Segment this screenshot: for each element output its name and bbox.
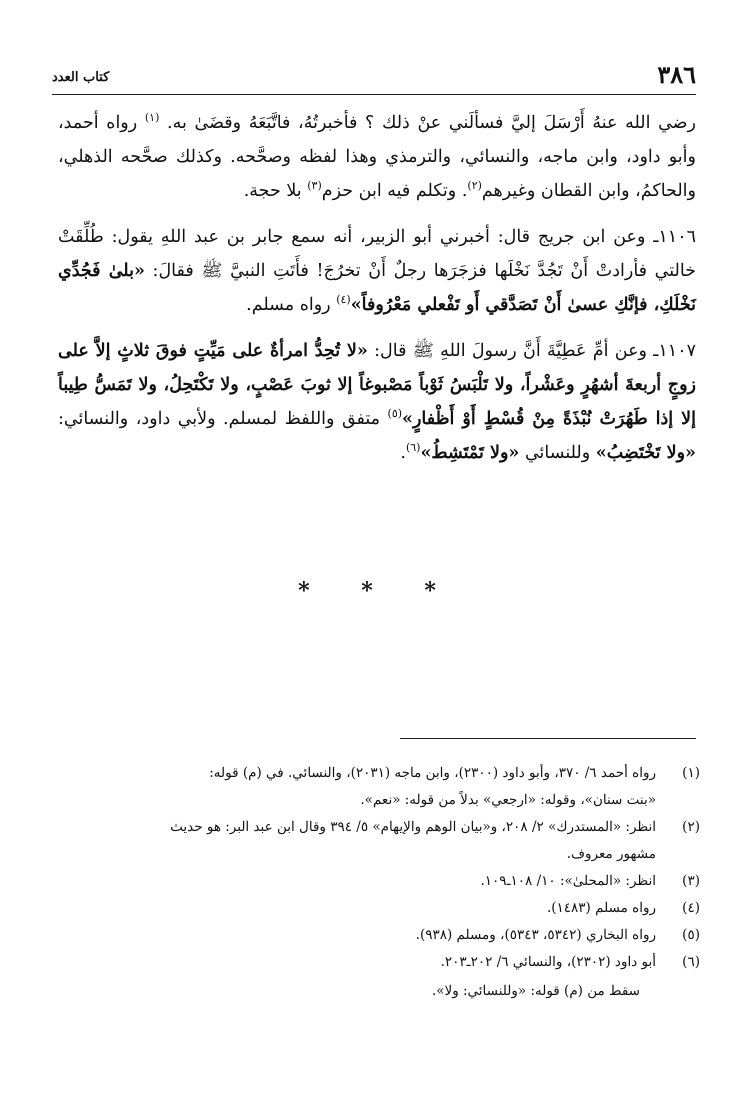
footnote-divider xyxy=(400,738,696,739)
footnote-ref[interactable]: (٣) xyxy=(307,179,322,193)
footnote-number: (٣) xyxy=(682,873,700,889)
footnote-ref[interactable]: (٢) xyxy=(467,179,482,193)
hadith-quote: «ولا تَمْتَشِطُ» xyxy=(420,443,520,463)
footnotes xyxy=(58,760,700,1005)
footnote-continuation: مشهور معروف. xyxy=(566,846,656,862)
footnote-number: (٢) xyxy=(682,819,700,835)
page-number: ٣٨٦ xyxy=(657,60,696,89)
footnote-item xyxy=(58,949,700,976)
footnote-text: رواه أحمد ٦/ ٣٧٠، وأبو داود (٢٣٠٠)، وابن ماجه (٢٠٣١)، والنسائي. في (م) قوله: xyxy=(209,765,656,781)
footnote-ref[interactable]: (٥) xyxy=(387,407,403,421)
text-span: رضي الله عنهُ أَرْسَلَ إليَّ فسألَني عنْ ذلك ؟ فأخبرتُهُ، فاتَّبَعَهُ وقضَىٰ به. xyxy=(167,113,696,133)
text-span: رواه أحمد، وأبو داود، وابن ماجه، والنسائي، والترمذي وهذا لفظه وصحَّحه. وكذلك صحَّحه الذهلي، والحاكمُ، وابن القطان وغيرهم xyxy=(58,113,696,201)
text-span: . xyxy=(400,443,406,463)
hadith-quote: «لا تُحِدُّ امرأةٌ على مَيِّتٍ فوقَ ثلاثٍ إلاَّ على زوجٍ أربعةَ أشهُرٍ وعَشْراً، ولا تَلْبَسُ ثَوْباً مَصْبوغاً إلا ثوبَ عَصْبٍ، ولا تَكْتَحِلُ، ولا تَمَسُّ طِيباً إلا إذا طَهُرَتْ نُبْذَةً مِنْ قُسْطٍ أَوْ أَظْفارٍ» xyxy=(58,341,696,429)
running-title: كتاب العدد xyxy=(52,70,110,85)
footnote-number: (١) xyxy=(682,765,700,781)
footnote-ref[interactable]: (١) xyxy=(144,111,160,125)
footnote-number: (٦) xyxy=(682,954,700,970)
text-span: وللنسائي xyxy=(524,443,591,463)
footnote-text: انظر: «المستدرك» ٢/ ٢٠٨، و«بيان الوهم والإيهام» ٥/ ٣٩٤ وقال ابن عبد البر: هو حديث xyxy=(170,819,656,835)
hadith-quote: «ولا تَخْتَضِبُ» xyxy=(595,443,696,463)
text-span: ١١٠٧ـ وعن أمِّ عَطِيَّةَ أَنَّ رسولَ اللهِ ﷺ قال: xyxy=(374,341,696,361)
footnote-text: أبو داود (٢٣٠٢)، والنسائي ٦/ ٢٠٢ـ٢٠٣. xyxy=(440,954,656,970)
text-span: متفق واللفظ لمسلم. ولأبي داود، والنسائي: xyxy=(58,409,381,429)
footnote-number: (٥) xyxy=(682,927,700,943)
footnote-item xyxy=(58,868,700,895)
section-separator: * * * xyxy=(298,578,458,604)
text-span: ١١٠٦ـ وعن ابن جريج قال: أخبرني أبو الزبير، أنه سمع جابر بن عبد اللهِ يقول: طُلِّقَتْ خالتي فأرادتْ أَنْ تَجُدَّ نَخْلَها فزجَرَها رجلٌ أَنْ تخرُجَ! فأَتَتِ النبيَّ ﷺ فقالَ: xyxy=(58,227,696,281)
text-span: رواه مسلم. xyxy=(246,295,331,315)
footnote-item xyxy=(58,760,700,787)
footnote-ref[interactable]: (٦) xyxy=(405,441,421,455)
paragraph-continuation xyxy=(58,106,696,208)
footnote-continuation: «بنت سنان»، وقوله: «ارجعي» بدلاً من قوله: «نعم». xyxy=(360,792,656,808)
page-header xyxy=(52,60,696,95)
footnote-item xyxy=(58,814,700,841)
footnote-ref[interactable]: (٤) xyxy=(336,293,351,307)
footnote-note: سقط من (م) قوله: «وللنسائي: ولا». xyxy=(431,983,640,999)
footnote-item xyxy=(58,922,700,949)
main-text xyxy=(58,106,696,470)
hadith-quote: «بلىٰ فَجُدِّي نَخْلَكِ، فإنَّكِ عسىٰ أَنْ تَصَدَّقي أَو تَفْعلي مَعْرُوفاً» xyxy=(58,261,696,315)
footnote-text: رواه مسلم (١٤٨٣). xyxy=(546,900,656,916)
hadith-1106 xyxy=(58,220,696,322)
text-span: . وتكلم فيه ابن حزم xyxy=(321,181,468,201)
text-span: بلا حجة. xyxy=(243,181,302,201)
footnote-text: رواه البخاري (٥٣٤٢، ٥٣٤٣)، ومسلم (٩٣٨). xyxy=(415,927,656,943)
hadith-1107 xyxy=(58,334,696,470)
footnote-item xyxy=(58,895,700,922)
footnote-number: (٤) xyxy=(682,900,700,916)
footnote-text: انظر: «المحلىٰ»: ١٠/ ١٠٨ـ١٠٩. xyxy=(480,873,656,889)
